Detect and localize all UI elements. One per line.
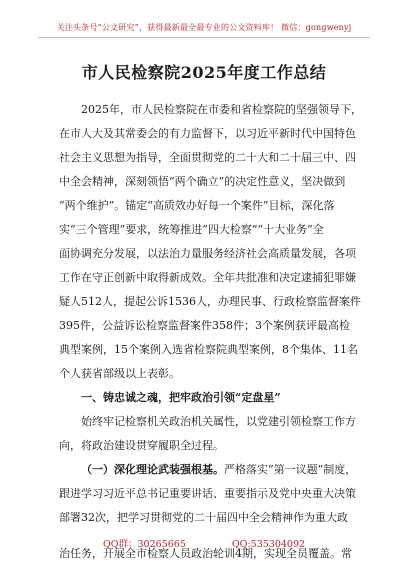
subsection-line (81, 463, 356, 477)
paragraph-line: “两个维护”。锚定“高质效办好每一个案件”目标，深化落 (59, 199, 335, 212)
paragraph-line: 始终牢记检察机关政治机关属性，以党建引领检察工作方 (81, 415, 356, 428)
paragraph-line: 治任务，开展全市检察人员政治轮训4期，实现全员覆盖。常 (59, 547, 352, 560)
footer-qq: QQ:535304092 (231, 539, 306, 550)
paragraph-line: 疑人512人，提起公诉1536人，办理民事、行政检察监督案件 (59, 295, 361, 308)
document-title: 市人民检察院2025年度工作总结 (81, 63, 327, 82)
paragraph-line: 典型案例，15个案例入选省检察院典型案例，8个集体、11名 (59, 343, 358, 356)
subsection-text: 严格落实“第一议题”制度， (224, 463, 357, 476)
paragraph-line: 实“三个管理”要求，统筹推进“四大检察”“十大业务”全 (59, 223, 324, 236)
header-divider (38, 37, 370, 38)
footer-qq-group: QQ群：30265665 (102, 539, 186, 550)
paragraph-line: 社会主义思想为指导，全面贯彻党的二十大和二十届三中、四 (59, 151, 356, 164)
header-banner: 关注头条号“公文研究”，获得最新最全最专业的公文资料库！ 微信：gongwenyj (56, 23, 352, 32)
paragraph-line: 在市人大及其常委会的有力监督下，以习近平新时代中国特色 (59, 127, 356, 140)
subsection-label: （一）深化理论武装强根基。 (81, 463, 224, 476)
paragraph-line: 面协调充分发展，以法治力量服务经济社会高质量发展，各项 (59, 247, 356, 260)
paragraph-line: 跟进学习习近平总书记重要讲话、重要指示及党中央重大决策 (59, 487, 356, 500)
footer-banner (0, 536, 408, 550)
paragraph-line: 工作在守正创新中取得新成效。全年共批准和决定逮捕犯罪嫌 (59, 271, 356, 284)
paragraph-line: 2025年，市人民检察院在市委和省检察院的坚强领导下， (81, 103, 362, 116)
paragraph-line: 向，将政治建设贯穿履职全过程。 (59, 439, 224, 452)
paragraph-line: 部署32次，把学习贯彻党的二十届四中全会精神作为重大政 (59, 511, 348, 524)
paragraph-line: 个人获省部级以上表彰。 (59, 367, 180, 380)
paragraph-line: 395件，公益诉讼检察监督案件358件；3个案例获评最高检 (59, 319, 350, 332)
section-heading: 一、铸忠诚之魂，把牢政治引领“定盘星” (81, 391, 281, 404)
paragraph-line: 中全会精神，深刻领悟“两个确立”的决定性意义，坚决做到 (59, 175, 346, 188)
